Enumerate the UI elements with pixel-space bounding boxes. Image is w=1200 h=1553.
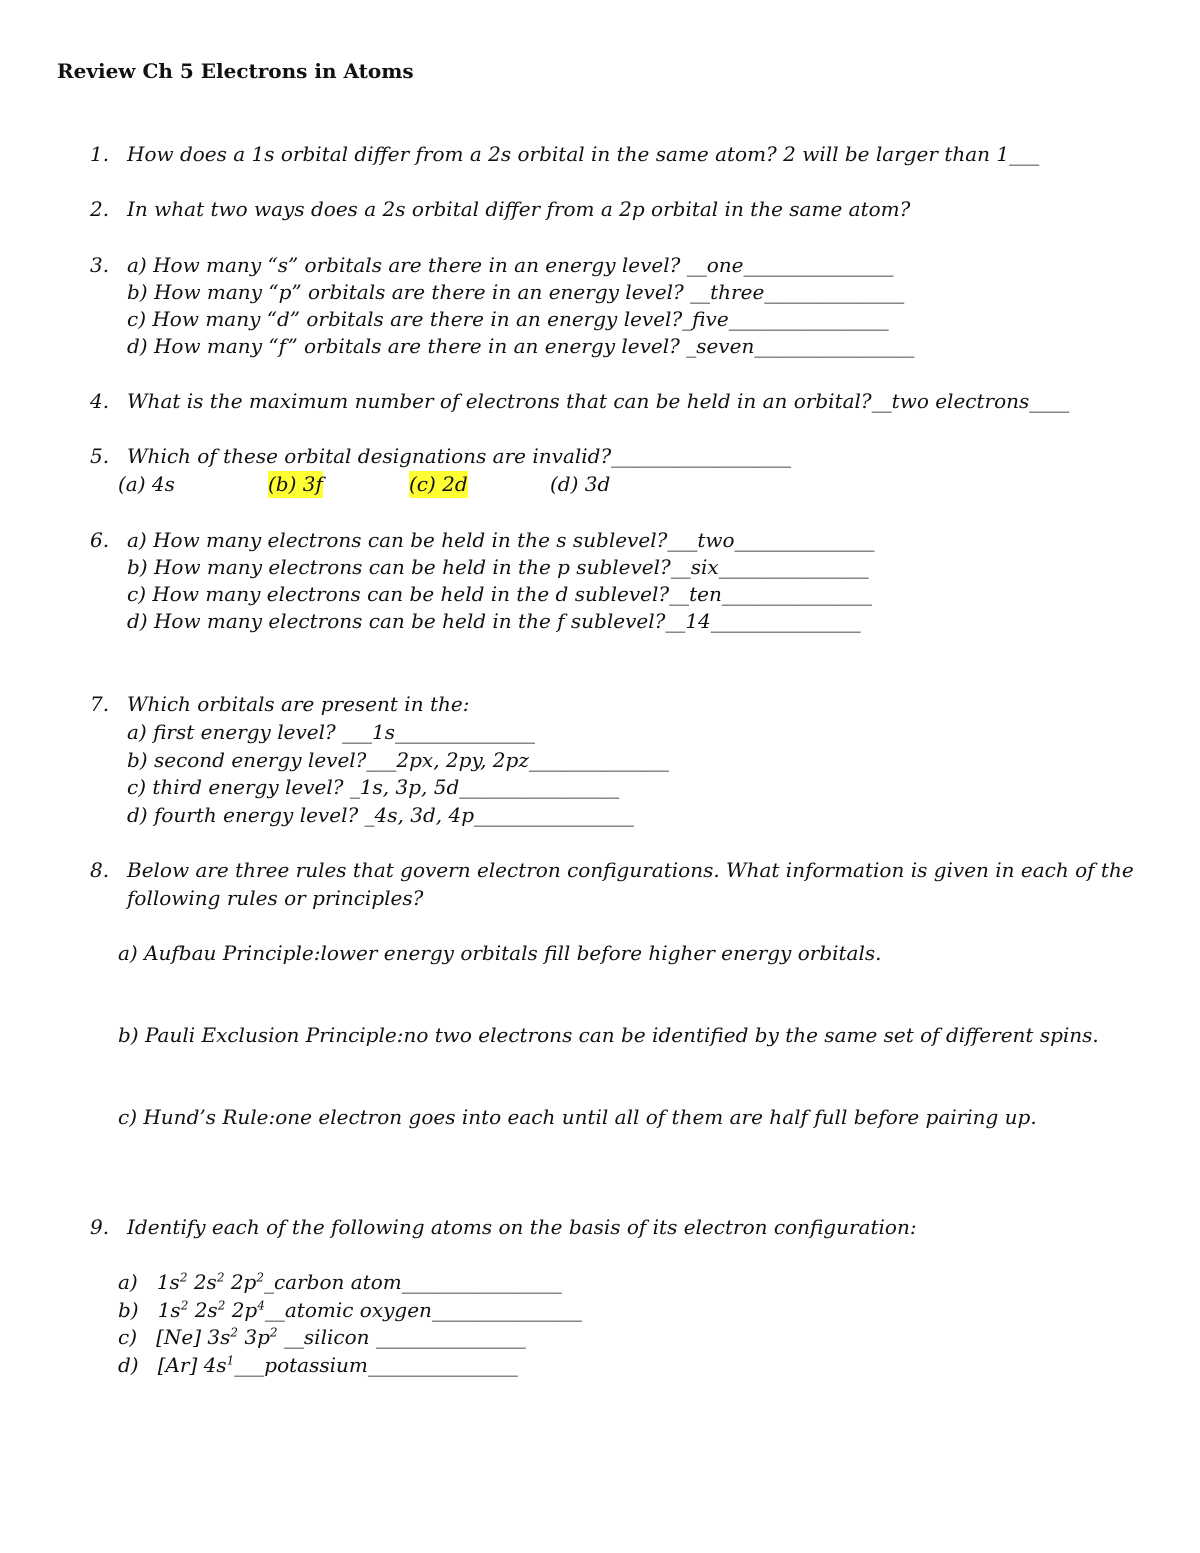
answer: __atomic oxygen_______________: [264, 1298, 582, 1322]
aufbau-answer: a) Aufbau Principle:lower energy orbitals fill before higher energy orbitals.: [118, 941, 882, 965]
question-2-text: In what two ways does a 2s orbital differ from a 2p orbital in the same atom?: [127, 197, 911, 221]
question-6d-text: d) How many electrons can be held in the f sublevel?__14_______________: [127, 609, 861, 633]
question-7-text: Which orbitals are present in the:: [127, 692, 470, 716]
question-8-line1: Below are three rules that govern electron configurations. What information is given in each of the: [127, 858, 1134, 882]
question-number: 8.: [90, 858, 110, 882]
item-label: c): [118, 1325, 138, 1349]
exponent: 2: [179, 1270, 188, 1285]
question-number: 9.: [90, 1215, 110, 1239]
pauli-answer: b) Pauli Exclusion Principle:no two electrons can be identified by the same set of different spins.: [118, 1023, 1099, 1047]
question-7a-text: a) first energy level? ___1s______________: [127, 720, 536, 744]
config-row-a: [118, 1269, 562, 1296]
question-8-line2: following rules or principles?: [127, 886, 424, 910]
exponent: 4: [257, 1298, 265, 1313]
question-5-text: Which of these orbital designations are invalid?__________________: [127, 444, 792, 468]
exponent: 2: [216, 1270, 225, 1285]
question-number: 6.: [90, 528, 110, 552]
question-number: 2.: [90, 197, 110, 221]
question-1-text: How does a 1s orbital differ from a 2s orbital in the same atom? 2 will be larger than 1___: [127, 142, 1040, 166]
option-d: (d) 3d: [550, 472, 611, 496]
question-6a-text: a) How many electrons can be held in the s sublevel?___two______________: [127, 528, 875, 552]
question-number: 7.: [90, 692, 110, 716]
question-3d-text: d) How many “f” orbitals are there in an energy level? _seven________________: [127, 334, 915, 358]
question-number: 5.: [90, 444, 110, 468]
exponent: 2: [230, 1325, 239, 1340]
orbital: 1s: [157, 1298, 181, 1322]
question-9-text: Identify each of the following atoms on the basis of its electron configuration:: [127, 1215, 917, 1239]
question-number: 3.: [90, 253, 110, 277]
exponent: 2: [256, 1270, 264, 1285]
option-a: (a) 4s: [118, 472, 175, 496]
question-6b-text: b) How many electrons can be held in the p sublevel?__six_______________: [127, 555, 869, 579]
option-b-highlighted: (b) 3f: [268, 472, 323, 496]
item-label: d): [118, 1353, 139, 1377]
exponent: 2: [180, 1298, 189, 1313]
config-row-b: [118, 1297, 582, 1324]
config-row-c: [118, 1324, 526, 1351]
answer: __silicon _______________: [283, 1325, 526, 1349]
question-7c-text: c) third energy level? _1s, 3p, 5d________________: [127, 775, 620, 799]
question-number: 4.: [90, 389, 110, 413]
orbital: 2s: [194, 1298, 218, 1322]
question-3a-text: a) How many “s” orbitals are there in an energy level? __one_______________: [127, 253, 894, 277]
question-3c-text: c) How many “d” orbitals are there in an energy level?_five________________: [127, 307, 889, 331]
page-title: Review Ch 5 Electrons in Atoms: [57, 59, 414, 83]
exponent: 2: [217, 1298, 226, 1313]
answer: ___potassium_______________: [234, 1353, 518, 1377]
answer: _carbon atom________________: [263, 1270, 562, 1294]
exponent: 2: [269, 1325, 278, 1340]
question-4-text: What is the maximum number of electrons that can be held in an orbital?__two electrons____: [127, 389, 1070, 413]
orbital: [Ar] 4s: [157, 1353, 227, 1377]
option-c-highlighted: (c) 2d: [409, 472, 468, 496]
orbital: 2s: [193, 1270, 217, 1294]
exponent: 1: [226, 1353, 235, 1368]
orbital: 3p: [244, 1325, 270, 1349]
orbital: 2p: [231, 1298, 258, 1322]
orbital: 1s: [156, 1270, 180, 1294]
item-label: b): [118, 1298, 139, 1322]
hund-answer: c) Hund’s Rule:one electron goes into each until all of them are half full before pairing up.: [118, 1105, 1037, 1129]
config-row-d: [118, 1352, 518, 1379]
question-7b-text: b) second energy level?___2px, 2py, 2pz______________: [127, 748, 669, 772]
orbital: 2p: [230, 1270, 257, 1294]
orbital: [Ne] 3s: [156, 1325, 231, 1349]
question-7d-text: d) fourth energy level? _4s, 3d, 4p________________: [127, 803, 635, 827]
question-number: 1.: [90, 142, 110, 166]
question-3b-text: b) How many “p” orbitals are there in an energy level? __three______________: [127, 280, 905, 304]
question-6c-text: c) How many electrons can be held in the d sublevel?__ten_______________: [127, 582, 872, 606]
item-label: a): [118, 1270, 138, 1294]
